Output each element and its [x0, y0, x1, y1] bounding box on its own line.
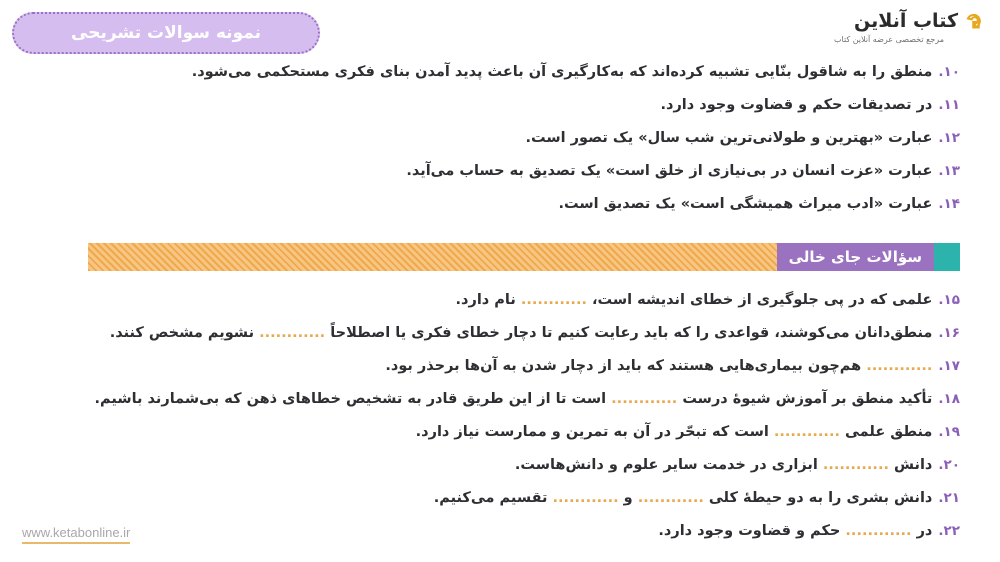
question-row — [40, 194, 960, 227]
question-text-segment: در — [911, 523, 933, 539]
answer-blank: ............ — [845, 523, 912, 539]
question-number: ۲۱. — [938, 490, 960, 506]
question-number: ۱۱. — [938, 97, 960, 113]
question-text: منطق را به شاقول بنّایی تشبیه کرده‌اند که به‌کارگیری آن باعث پدید آمدن بنای فکری مستحکمی می‌شود. — [191, 64, 933, 80]
question-text-segment: منطق‌دانان می‌کوشند، قواعدی را که باید رعایت کنیم تا دچار خطای فکری یا اصطلاحاً — [325, 325, 933, 341]
question-row — [40, 161, 960, 194]
descriptive-questions-list — [40, 62, 960, 227]
question-text-segment: و — [618, 490, 638, 506]
answer-blank: ............ — [773, 424, 840, 440]
question-row — [40, 521, 960, 554]
question-number: ۱۸. — [938, 391, 960, 407]
worksheet-type-badge — [12, 12, 320, 54]
question-number: ۲۰. — [938, 457, 960, 473]
question-text-segment: هم‌چون بیماری‌هایی هستند که باید از دچار شدن به آن‌ها برحذر بود. — [385, 358, 867, 374]
question-row — [40, 488, 960, 521]
question-number: ۱۵. — [938, 292, 960, 308]
question-text: عبارت «بهترین و طولانی‌ترین شب سال» یک تصور است. — [525, 130, 933, 146]
question-text — [434, 488, 933, 510]
section-accent-square — [934, 243, 960, 271]
fill-in-blank-questions-list — [40, 290, 960, 554]
question-text — [456, 290, 933, 312]
question-number: ۱۷. — [938, 358, 960, 374]
question-row — [40, 95, 960, 128]
question-text-segment: منطق علمی — [839, 424, 933, 440]
question-text-segment: ابزاری در خدمت سایر علوم و دانش‌هاست. — [514, 457, 823, 473]
question-number: ۱۹. — [938, 424, 960, 440]
question-row — [40, 128, 960, 161]
question-text-segment: علمی که در پی جلوگیری از خطای اندیشه است، — [586, 292, 933, 308]
question-row — [40, 290, 960, 323]
question-row — [40, 323, 960, 356]
question-text — [385, 356, 932, 378]
question-text-segment: تأکید منطق بر آموزش شیوهٔ درست — [677, 391, 933, 407]
answer-blank: ............ — [259, 325, 326, 341]
question-text-segment: نشویم مشخص کنند. — [109, 325, 260, 341]
question-text-segment: نام دارد. — [455, 292, 521, 308]
publisher-brand-name: کتاب آنلاین — [854, 10, 958, 32]
question-number: ۲۲. — [938, 523, 960, 539]
publisher-tagline: مرجع تخصصی عرضه آنلاین کتاب — [833, 35, 944, 44]
question-text: عبارت «عزت انسان در بی‌نیازی از خلق است» یک تصدیق به حساب می‌آید. — [406, 163, 933, 179]
question-number: ۱۳. — [938, 163, 960, 179]
question-row — [40, 62, 960, 95]
answer-blank: ............ — [552, 490, 619, 506]
question-text-segment: حکم و قضاوت وجود دارد. — [658, 523, 846, 539]
question-text — [658, 521, 932, 543]
worksheet-type-badge-label: نمونه سوالات تشریحی — [71, 23, 262, 43]
question-row — [40, 455, 960, 488]
question-text: در تصدیقات حکم و قضاوت وجود دارد. — [660, 97, 933, 113]
question-text-segment: تقسیم می‌کنیم. — [433, 490, 553, 506]
question-number: ۱۰. — [938, 64, 960, 80]
question-row — [40, 389, 960, 422]
ketab-online-logo-icon — [964, 10, 986, 32]
question-text-segment: است که تبحّر در آن به تمرین و ممارست نیاز دارد. — [415, 424, 774, 440]
section-header-bar — [88, 243, 960, 271]
question-text — [515, 455, 933, 477]
question-row — [40, 356, 960, 389]
section-stripe-fill — [88, 243, 777, 271]
logo-row — [796, 10, 986, 32]
answer-blank: ............ — [822, 457, 889, 473]
question-text-segment: دانش — [888, 457, 933, 473]
question-number: ۱۲. — [938, 130, 960, 146]
question-text — [416, 422, 933, 444]
section-header-label: سؤالات جای خالی — [777, 243, 934, 271]
question-number: ۱۴. — [938, 196, 960, 212]
question-text-segment: است تا از این طریق قادر به تشخیص خطاهای ذهن که بی‌شمارند باشیم. — [94, 391, 612, 407]
question-text — [110, 323, 933, 345]
publisher-logo — [796, 10, 986, 44]
question-text: عبارت «ادب میراث همیشگی است» یک تصدیق است. — [558, 196, 933, 212]
answer-blank: ............ — [611, 391, 678, 407]
answer-blank: ............ — [866, 358, 933, 374]
question-text-segment: دانش بشری را به دو حیطهٔ کلی — [703, 490, 933, 506]
answer-blank: ............ — [520, 292, 587, 308]
site-url-watermark[interactable]: www.ketabonline.ir — [22, 525, 130, 544]
question-number: ۱۶. — [938, 325, 960, 341]
answer-blank: ............ — [637, 490, 704, 506]
question-text — [95, 389, 933, 411]
question-row — [40, 422, 960, 455]
